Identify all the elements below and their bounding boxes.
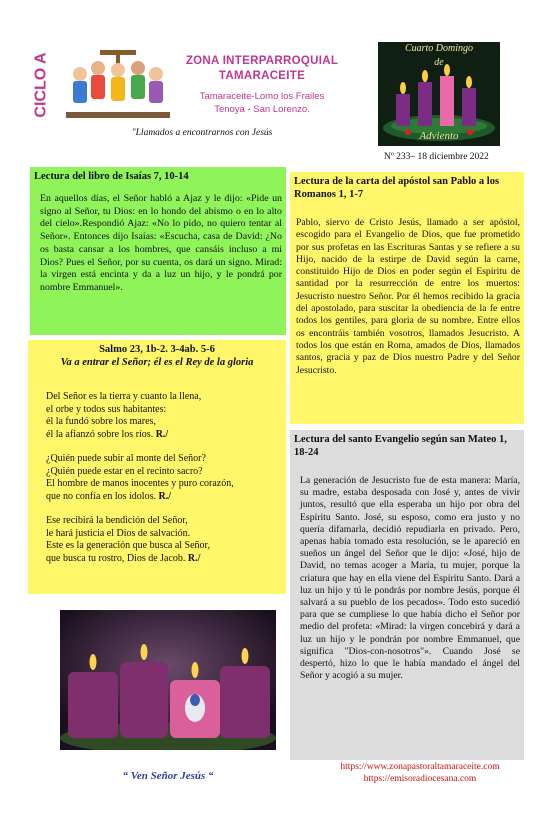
cycle-label-text: CICLO A: [33, 52, 50, 118]
reading-isaias-title: Lectura del libro de Isaías 7, 10-14: [34, 171, 189, 182]
advent-title-line2: de: [434, 57, 444, 68]
psalm-verse: él la afianzó sobre los ríos.: [46, 428, 154, 440]
advent-title: [378, 42, 500, 70]
parishes-line2: Tenoya - San Lorenzo.: [214, 104, 310, 115]
advent-candles-image: [60, 610, 276, 750]
motto: "Llamados a encontrarnos con Jesús: [131, 128, 273, 138]
psalm-title: Salmo 23, 1b-2. 3-4ab. 5-6: [99, 344, 215, 355]
psalm-verse: él la fundó sobre los mares,: [46, 416, 156, 427]
parish-people-logo: [62, 40, 174, 120]
psalm-verse: El hombre de manos inocentes y puro corazón,: [46, 478, 234, 489]
zone-title: [182, 54, 342, 84]
psalm-verse-with-response: [46, 429, 280, 442]
psalm-verse: que busca tu rostro, Dios de Jacob.: [46, 552, 186, 564]
psalm-verse: le hará justicia el Dios de salvación.: [46, 527, 191, 539]
closing-prayer: “ Ven Señor Jesús “: [122, 770, 214, 782]
psalm-verse: ¿Quién puede subir al monte del Señor?: [46, 453, 206, 464]
zone-title-line1: ZONA INTERPARROQUIAL: [185, 55, 339, 67]
parishes: [182, 90, 342, 116]
psalm-response: Va a entrar el Señor; él es el Rey de la gloria: [60, 357, 254, 368]
psalm-verse: el orbe y todos sus habitantes:: [46, 403, 167, 415]
response-mark: R./: [158, 490, 171, 502]
advent-title-line1: Cuarto Domingo: [404, 43, 474, 54]
advent-caption: Adviento: [419, 130, 459, 142]
gospel-mateo-text: La generación de Jesucristo fue de esta manera: María, su madre, estaba desposada con José y, antes de vivir juntos, resultó que ella esperaba un hijo por obra del Espíritu Santo. José, su esposo, como era justo y no quería difamarla, decidió repudiarla en privado. Pero, apenas había tomado esta resolución, se le apareció en sueños un ángel del Señor que le dijo: «José, hijo de David, no temas acoger a María, tu mujer, porque la criatura que hay en ella viene del Espíritu Santo. Dará a luz un hijo y tú le pondrás por nombre Jesús, porque él salvará a su pueblo de los pecados». Todo esto sucedió para que se cumpliese lo que había dicho el Señor por medio del profeta: «Mirad: la virgen concebirá y dará a luz un hijo y le pondrán por nombre Emmanuel, que significa "Dios-con-nosotros"». Cuando José se despertó, hizo lo que le había mandado el ángel del Señor y acogió a su mujer.: [300, 475, 520, 682]
psalm-stanza-3: [34, 515, 280, 565]
psalm-verse: Ese recibirá la bendición del Señor,: [46, 515, 188, 526]
psalm: [28, 340, 286, 594]
response-mark: R./: [187, 552, 201, 564]
reading-romanos: [290, 172, 524, 424]
zone-title-line2: TAMARACEITE: [218, 70, 306, 82]
reading-isaias-text: En aquellos días, el Señor habló a Ajaz y le dijo: «Pide un signo al Señor, tu Dios: en lo hondo del abismo o en lo alto del cielo».Respondió Ajaz: «No lo pido, no quiero tentar al Señor». Entonces dijo Isaías: «Escucha, casa de David: ¿No os basta cansar a los hombres, que cansáis incluso a mi Dios? Pues el Señor, por su cuenta, os dará un signo. Mirad: la virgen está encinta y da a luz un hijo, y le pondrá por nombre Emmanuel».: [40, 193, 282, 293]
psalm-stanza-2: [34, 453, 280, 503]
gospel-mateo: [290, 430, 524, 760]
reading-romanos-text: Pablo, siervo de Cristo Jesús, llamado a ser apóstol, escogido para el Evangelio de Dios, que fue prometido por sus profetas en las Escrituras Santas y se refiere a su Hijo, nacido de la estirpe de David según la carne, constituido Hijo de Dios en poder según el Espíritu de santidad por la resurrección de entre los muertos: Jesucristo nuestro Señor. Por él hemos recibido la gracia del apostolado, para suscitar la obediencia de la fe entre todos los gentiles, para gloria de su nombre. Entre ellos os encontráis también vosotros, llamados Jesucristo. A todos los que están en Roma, amados de Dios, llamados santos, gracia y paz de Dios nuestro Padre y del Señor Jesucristo.: [296, 217, 520, 376]
psalm-verse-with-response: [46, 491, 280, 504]
psalm-verse: ¿Quién puede estar en el recinto sacro?: [46, 465, 203, 477]
issue-number-date: Nº 233– 18 diciembre 2022: [384, 152, 489, 162]
psalm-verse: Del Señor es la tierra y cuanto la llena,: [46, 391, 202, 402]
parishes-line1: Tamaraceite-Lomo los Frailes: [199, 91, 325, 102]
reading-isaias: [30, 167, 286, 335]
psalm-verse: Este es la generación que busca al Señor,: [46, 540, 210, 551]
radio-link[interactable]: https://emisoradiocesana.com: [363, 774, 477, 784]
website-link[interactable]: https://www.zonapastoraltamaraceite.com: [340, 762, 500, 772]
psalm-verse-with-response: [46, 553, 280, 566]
cycle-label: [30, 45, 54, 125]
gospel-mateo-title: Lectura del santo Evangelio según san Mateo 1, 18-24: [294, 434, 507, 458]
response-mark: R./: [155, 428, 169, 440]
psalm-stanza-1: [34, 391, 280, 441]
reading-romanos-title: Lectura de la carta del apóstol san Pablo a los Romanos 1, 1-7: [294, 176, 500, 200]
psalm-verse: que no confía en los ídolos.: [46, 490, 156, 502]
